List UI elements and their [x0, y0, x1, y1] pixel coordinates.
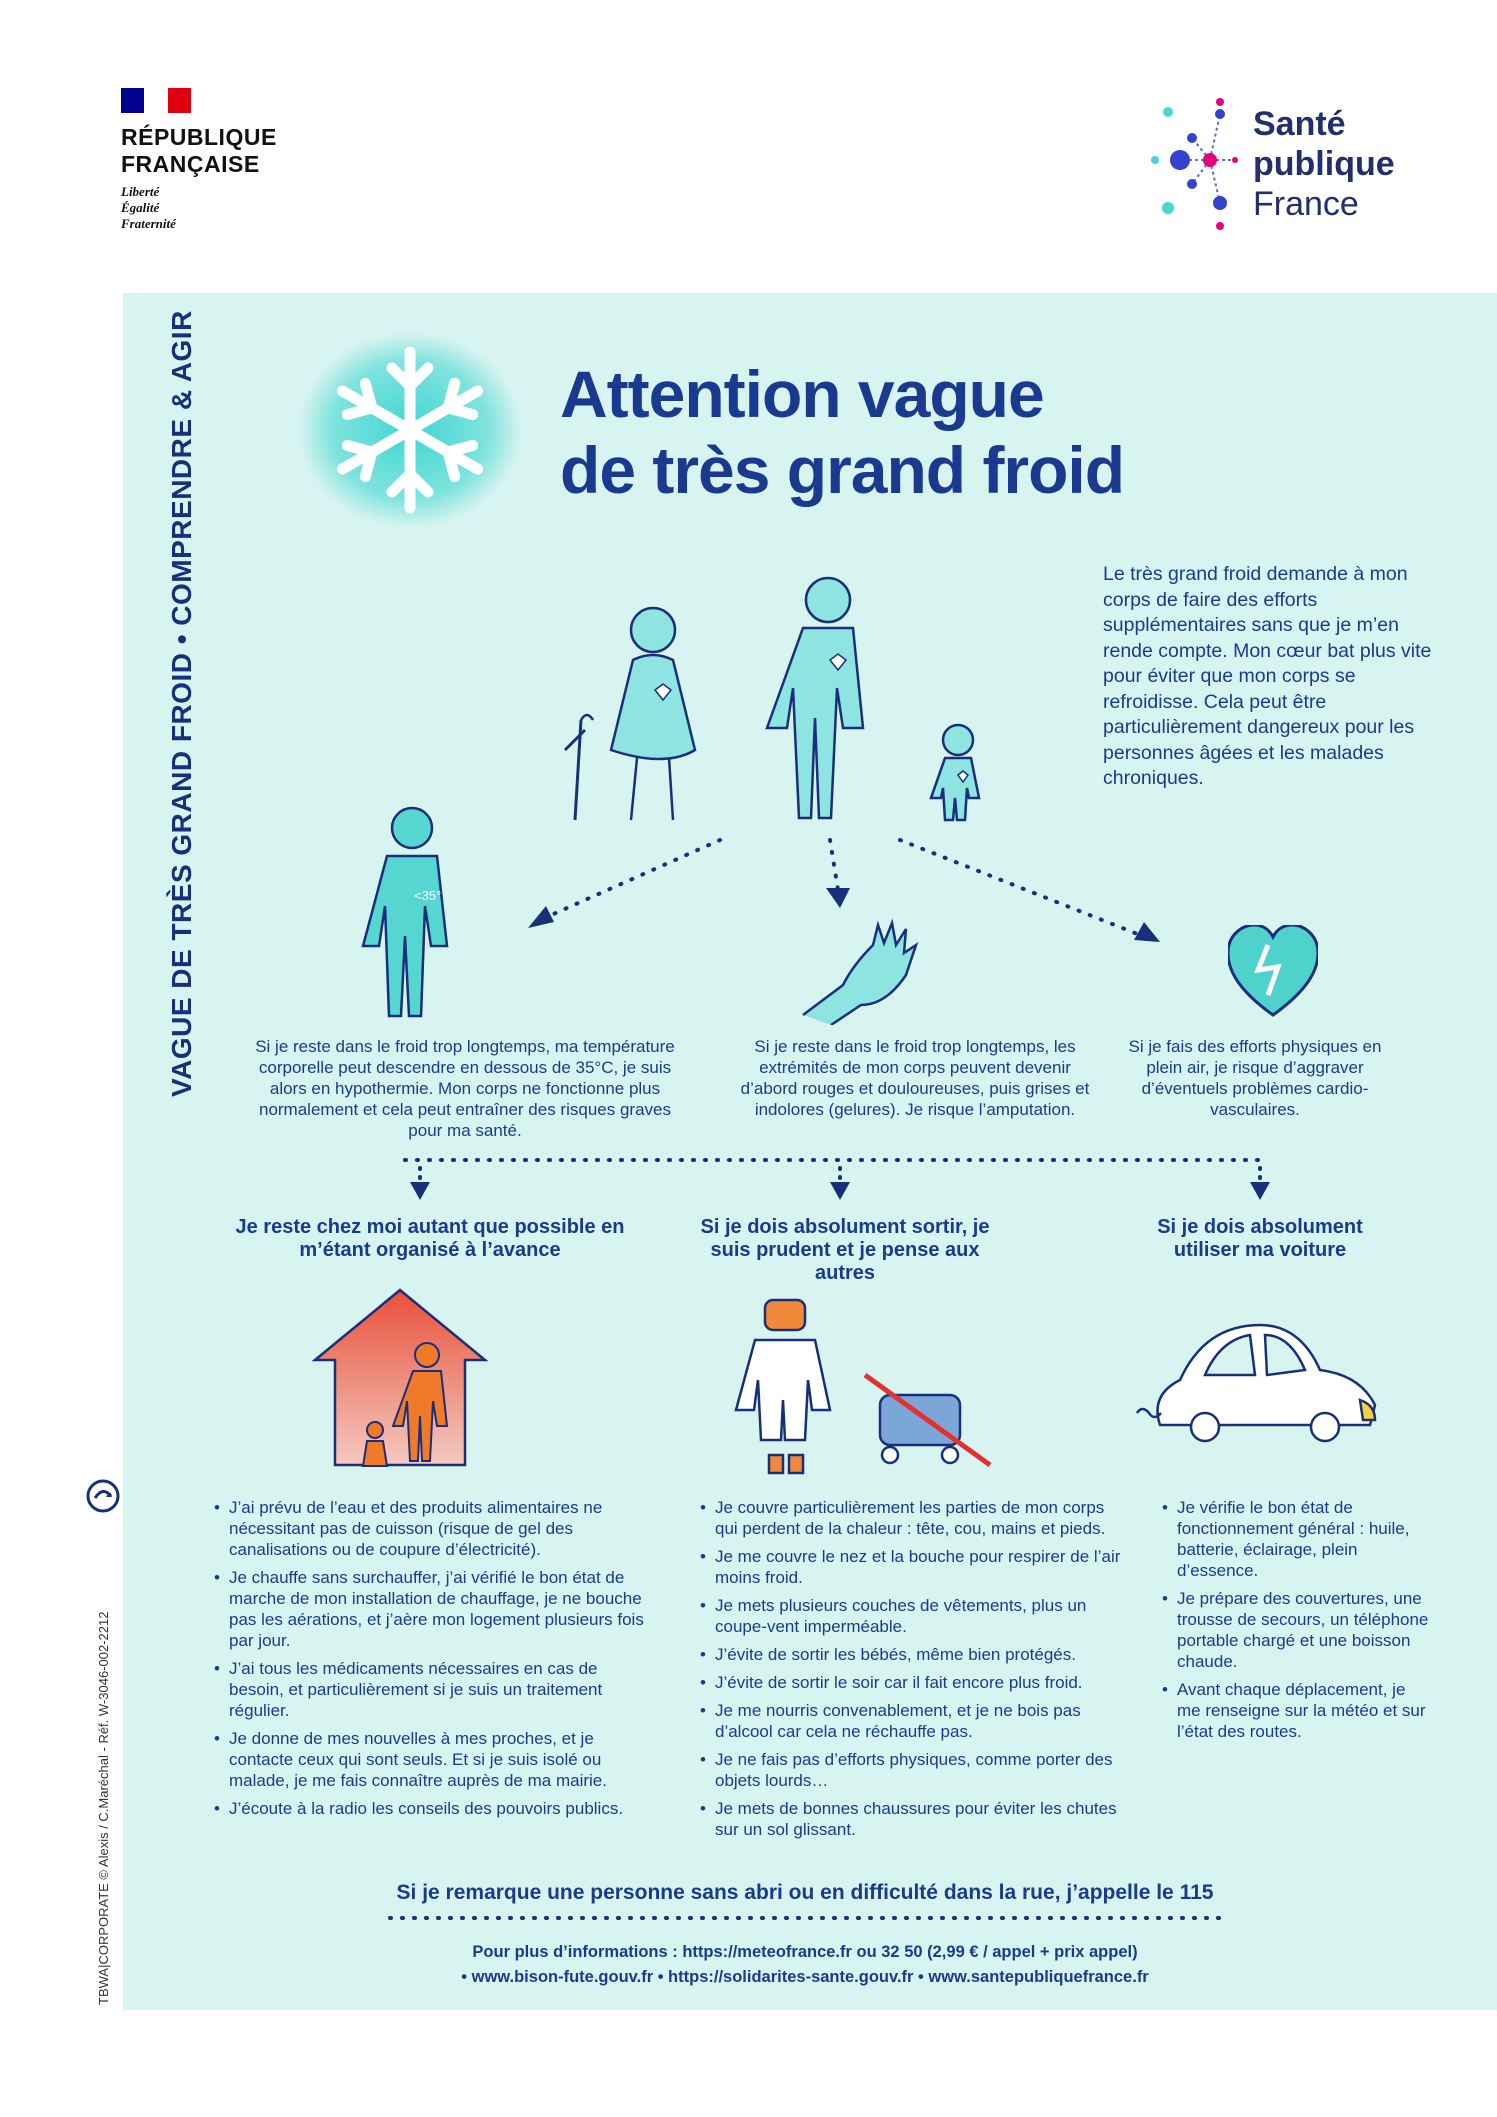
list-item: • J’ai prévu de l’eau et des produits alimentaires ne nécessitant pas de cuisson (risque de gel des canalisations ou de coupure d’électricité). — [212, 1497, 652, 1560]
republique-francaise-name: RÉPUBLIQUE FRANÇAISE — [121, 124, 277, 177]
vertical-title: VAGUE DE TRÈS GRAND FROID • COMPRENDRE & AGIR — [166, 310, 197, 1097]
emergency-115-message: Si je remarque une personne sans abri ou en difficulté dans la rue, j’appelle le 115 — [396, 1881, 1214, 1904]
action-heading-outside: Si je dois absolument sortir, je suis prudent et je pense aux autres — [700, 1216, 990, 1284]
thermometer-label: <35° — [414, 888, 442, 903]
list-item: • J’écoute à la radio les conseils des pouvoirs publics. — [212, 1798, 652, 1819]
more-info-line-1: Pour plus d’informations : https://meteofrance.fr ou 32 50 (2,99 € / appel + prix appel) — [472, 1943, 1138, 1961]
list-item: • Je chauffe sans surchauffer, j’ai vérifié le bon état de marche de mon installation de chauffage, je ne bouche pas les aérations, et j’aère mon logement plusieurs fois par jour. — [212, 1567, 652, 1651]
list-item: • Je donne de mes nouvelles à mes proches, et je contacte ceux qui sont seuls. Et si je suis isolé ou malade, je me fais connaître auprès de ma mairie. — [212, 1728, 652, 1791]
list-item: • Je vérifie le bon état de fonctionnement général : huile, batterie, éclairage, plein d’essence. — [1160, 1497, 1430, 1581]
action-list-car — [1160, 1497, 1430, 1749]
list-item: • Je mets plusieurs couches de vêtements, plus un coupe-vent imperméable. — [698, 1595, 1128, 1637]
footer-dotted-divider-icon — [385, 1912, 1225, 1924]
more-info-line-2: • www.bison-fute.gouv.fr • https://solidarites-sante.gouv.fr • www.santepubliquefrance.fr — [461, 1968, 1149, 1986]
cold-hand-icon — [798, 915, 928, 1025]
sante-publique-france-name: Santé publique France — [1253, 105, 1395, 223]
list-item: • Je couvre particulièrement les parties de mon corps qui perdent de la chaleur : tête, cou, mains et pieds. — [698, 1497, 1128, 1539]
thermometer-person-icon — [352, 800, 472, 1020]
intro-text: Le très grand froid demande à mon corps de faire des efforts supplémentaires sans que je m’en rende compte. Mon cœur bat plus vite pour éviter que mon corps se refroidisse. Cela peut être particulièrement dangereux pour les personnes âgées et les malades chroniques. — [1103, 563, 1432, 789]
action-list-home — [212, 1497, 652, 1826]
list-item: • Je prépare des couvertures, une trousse de secours, un téléphone portable chargé et une boisson chaude. — [1160, 1588, 1430, 1672]
action-list-outside — [698, 1497, 1128, 1847]
car-icon — [1135, 1315, 1385, 1450]
risk-caption-cardio: Si je fais des efforts physiques en plein air, je risque d’aggraver d’éventuels problèmes cardio-vasculaires. — [1128, 1037, 1382, 1119]
republique-flag-logo — [121, 88, 191, 113]
action-heading-home: Je reste chez moi autant que possible en m’étant organisé à l’avance — [235, 1216, 625, 1261]
cold-family-illustration-icon — [545, 570, 1005, 840]
sante-publique-france-logo-icon — [1150, 88, 1260, 233]
page-title: Attention vague de très grand froid — [560, 357, 1125, 507]
risk-caption-hypothermia: Si je reste dans le froid trop longtemps, ma température corporelle peut descendre en dessous de 35°C, je suis alors en hypothermie. Mon corps ne fonctionne plus normalement et cela peut entraîner des risques graves pour ma santé. — [255, 1037, 675, 1140]
dotted-divider-arrows-icon — [395, 1150, 1275, 1210]
list-item: • J’évite de sortir les bébés, même bien protégés. — [698, 1644, 1128, 1665]
list-item: • Avant chaque déplacement, je me renseigne sur la météo et sur l’état des routes. — [1160, 1679, 1430, 1742]
republique-motto: Liberté Égalité Fraternité — [121, 184, 176, 231]
credit-reference: TBWA|CORPORATE © Alexis / C.Maréchal - Réf. W-3046-002-2212 — [96, 1611, 111, 2005]
list-item: • Je ne fais pas d’efforts physiques, comme porter des objets lourds… — [698, 1749, 1128, 1791]
list-item: • J’ai tous les médicaments nécessaires en cas de besoin, et particulièrement si je suis un traitement régulier. — [212, 1658, 652, 1721]
broken-heart-icon — [1228, 925, 1318, 1020]
list-item: • Je me nourris convenablement, et je ne bois pas d’alcool car cela ne réchauffe pas. — [698, 1700, 1128, 1742]
warm-house-icon — [305, 1285, 495, 1475]
list-item: • Je me couvre le nez et la bouche pour respirer de l’air moins froid. — [698, 1546, 1128, 1588]
risk-caption-frostbite: Si je reste dans le froid trop longtemps, les extrémités de mon corps peuvent devenir d’abord rouges et douloureuses, puis grises et indolores (gelures). Je risque l’amputation. — [740, 1037, 1090, 1119]
list-item: • Je mets de bonnes chaussures pour éviter les chutes sur un sol glissant. — [698, 1798, 1128, 1840]
snowflake-icon — [295, 330, 525, 530]
list-item: • J’évite de sortir le soir car il fait encore plus froid. — [698, 1672, 1128, 1693]
action-heading-car: Si je dois absolument utiliser ma voiture — [1157, 1216, 1363, 1261]
winter-clothes-icon — [725, 1295, 995, 1480]
